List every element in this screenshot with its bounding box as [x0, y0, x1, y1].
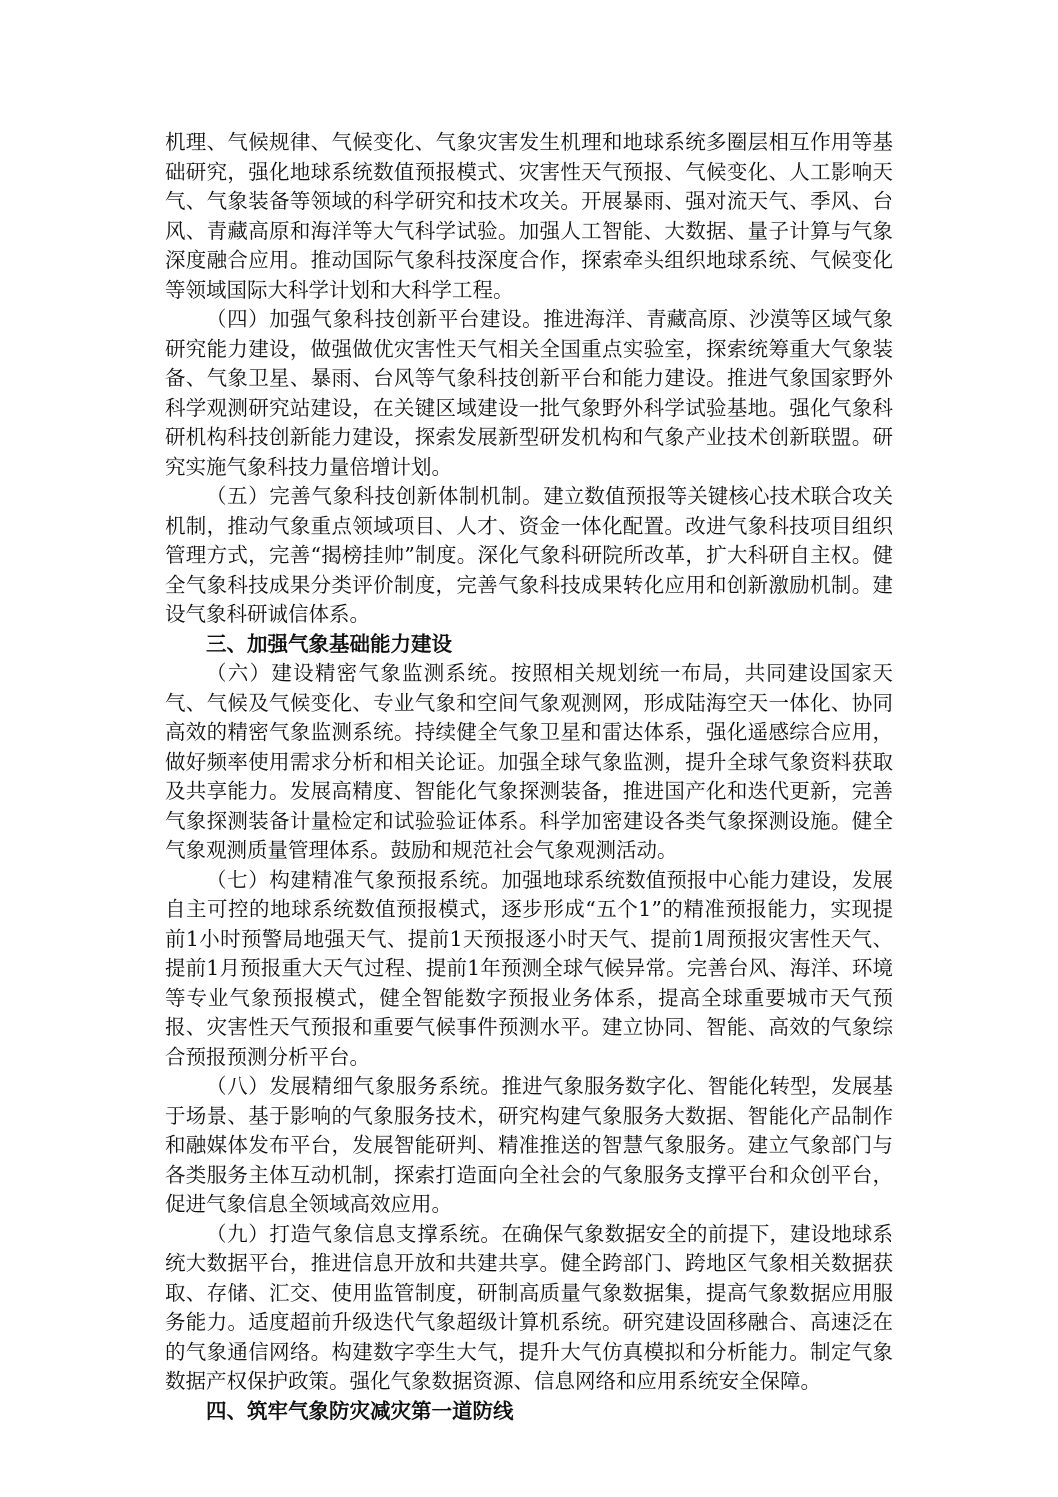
- paragraph-lead: （四）加强气象科技创新平台建设。: [206, 307, 544, 331]
- paragraph-lead: （七）构建精准气象预报系统。: [206, 867, 502, 892]
- paragraph-lead: （六）建设精密气象监测系统。: [206, 661, 511, 685]
- paragraph-section-6: [165, 659, 893, 866]
- paragraph-section-5: [165, 482, 893, 630]
- paragraph-section-8: [165, 1072, 893, 1220]
- paragraph-body: 机理、气候规律、气候变化、气象灾害发生机理和地球系统多圈层相互作用等基础研究，强化地球系统数值预报模式、灾害性天气预报、气候变化、人工影响天气、气象装备等领域的科学研究和技术攻关。开展暴雨、强对流天气、季风、台风、青藏高原和海洋等大气科学试验。加强人工智能、大数据、量子计算与气象深度融合应用。推动国际气象科技深度合作，探索牵头组织地球系统、气候变化等领域国际大科学计划和大科学工程。: [165, 130, 893, 302]
- paragraph-section-4: [165, 305, 893, 482]
- section-heading-3: 三、加强气象基础能力建设: [206, 631, 452, 656]
- paragraph-body: 在确保气象数据安全的前提下，建设地球系统大数据平台，推进信息开放和共建共享。健全跨部门、跨地区气象相关数据获取、存储、汇交、使用监管制度，研制高质量气象数据集，提高气象数据应用服务能力。适度超前升级迭代气象超级计算机系统。研究建设固移融合、高速泛在的气象通信网络。构建数字孪生大气，提升大气仿真模拟和分析能力。制定气象数据产权保护政策。强化气象数据资源、信息网络和应用系统安全保障。: [165, 1221, 893, 1393]
- paragraph-section-9: [165, 1220, 893, 1397]
- document-page: [165, 128, 893, 1426]
- section-heading-4: 四、筑牢气象防灾减灾第一道防线: [206, 1398, 514, 1423]
- paragraph-body: 按照相关规划统一布局，共同建设国家天气、气候及气候变化、专业气象和空间气象观测网，形成陆海空天一体化、协同高效的精密气象监测系统。持续健全气象卫星和雷达体系，强化遥感综合应用，做好频率使用需求分析和相关论证。加强全球气象监测，提升全球气象资料获取及共享能力。发展高精度、智能化气象探测装备，推进国产化和迭代更新，完善气象探测装备计量检定和试验验证体系。科学加密建设各类气象探测设施。健全气象观测质量管理体系。鼓励和规范社会气象观测活动。: [165, 661, 894, 862]
- paragraph-body: 加强地球系统数值预报中心能力建设，发展自主可控的地球系统数值预报模式，逐步形成“五个1”的精准预报能力，实现提前1小时预警局地强天气、提前1天预报逐小时天气、提前1周预报灾害性天气、提前1月预报重大天气过程、提前1年预测全球气候异常。完善台风、海洋、环境等专业气象预报模式，健全智能数字预报业务体系，提高全球重要城市天气预报、灾害性天气预报和重要气候事件预测水平。建立协同、智能、高效的气象综合预报预测分析平台。: [165, 867, 893, 1069]
- paragraph-body: 建立数值预报等关键核心技术联合攻关机制，推动气象重点领域项目、人才、资金一体化配置。改进气象科技项目组织管理方式，完善“揭榜挂帅”制度。深化气象科研院所改革，扩大科研自主权。健全气象科技成果分类评价制度，完善气象科技成果转化应用和创新激励机制。建设气象科研诚信体系。: [165, 484, 893, 626]
- paragraph-section-7: [165, 866, 893, 1073]
- paragraph-lead: （八）发展精细气象服务系统。: [206, 1074, 502, 1098]
- paragraph-lead: （五）完善气象科技创新体制机制。: [206, 484, 544, 508]
- paragraph-research-intro: [165, 128, 893, 305]
- paragraph-lead: （九）打造气象信息支撑系统。: [206, 1221, 502, 1246]
- paragraph-body: 推进海洋、青藏高原、沙漠等区域气象研究能力建设，做强做优灾害性天气相关全国重点实验室，探索统筹重大气象装备、气象卫星、暴雨、台风等气象科技创新平台和能力建设。推进气象国家野外科学观测研究站建设，在关键区域建设一批气象野外科学试验基地。强化气象科研机构科技创新能力建设，探索发展新型研发机构和气象产业技术创新联盟。研究实施气象科技力量倍增计划。: [165, 307, 893, 479]
- paragraph-body: 推进气象服务数字化、智能化转型，发展基于场景、基于影响的气象服务技术，研究构建气象服务大数据、智能化产品制作和融媒体发布平台，发展智能研判、精准推送的智慧气象服务。建立气象部门与各类服务主体互动机制，探索打造面向全社会的气象服务支撑平台和众创平台，促进气象信息全领域高效应用。: [165, 1074, 893, 1216]
